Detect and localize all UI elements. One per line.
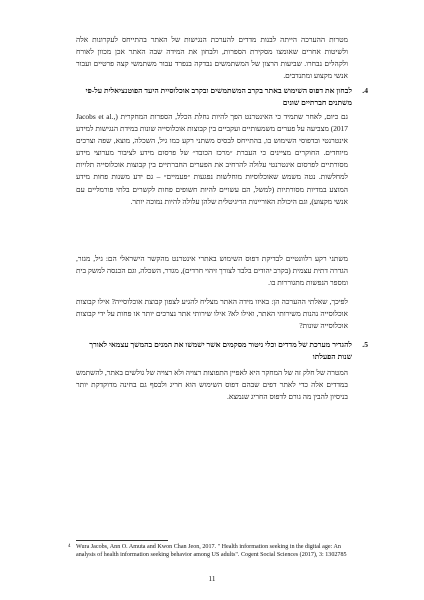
page-number: 11: [208, 575, 216, 583]
section-number-4: .4: [362, 86, 368, 95]
section-heading-4: [76, 85, 368, 109]
paragraph-intro: מטרות ההערכה הייתה לבנות מדדים להערכת הנגישות של האתר בהתייחס לעקרונות אלה ולשיטות אחרים שאומצו מסקירת הספרות, ולבחון את המידה שבה האתר אכן מכוון לאורח ולקהלים נבחרו. שביעות הרצון של המשתמשים נבדקה בנפרד עבור משתמשי קצה פרטיים ועבור אנשי מקצוע ומתנדבים.: [76, 35, 348, 81]
paragraph-background-variables: משתני רקע רלוונטיים לבדיקת דפוס השימוש באתרי אינטרנט מהקשר הישראלי הם: גיל, מגזר, הגדרה דתית עצמית (בקרב יהודים בלבד לצורך זיהוי חרדים), מגדר, השכלה, וגם הכנסה למשק בית ומספר הנפשות מתגוררות בו.: [76, 254, 348, 288]
footnote-separator: [76, 540, 168, 541]
footnote: [68, 544, 352, 559]
footnote-text: Wura Jacobs, Ann O. Amuta and Kwon Chan Jeon, 2017. " Health information seeking in the digital age: An analysis of health information seeking behavior among US adults". Cogent Social Sciences (2017), 3: 1302785: [76, 544, 347, 558]
section-number-5: .5: [362, 340, 368, 349]
paragraph-digital-gaps: גם כיום, לאחר שתמיד כי האינטרנט הפך להיות נחלת הכלל, הספרות המחקרית (Jacobs et al., 2017) מצביעה על פערים משמעותיים ועקביים בין קבוצות אוכלוסייה שונות במידת הנגישות למידע אינטרנטי ובדפוסי השימוש בו, בהתייחס לבסיס משתני רקע כמו גיל, השכלה, מוצא, שפה וצרכים מיוחדים. החוקרים מציינים כי העברת ״מרכז הכובד״ של פרסום מידע לציבור מערוצי מידע מסורתיים לפרסום אינטרנטי עלולה להרחיב את הפערים החברתיים בין קבוצות אוכלוסייה תלויות למחלשות. נטה משמש שאוכלוסיות מוחלשות נפגעות ״פעמיים״ – גם ידע משנות פחות מידע המוצע במדיות מסורתיות (למשל, הם עשויים להיות חשופים פחות לקשרים בלתי פורמליים עם אנשי מקצוע), וגם היכולת האוריינות הדיגיטלית שלהן עלולה להיות נמוכה יותר.: [76, 112, 348, 206]
footnote-marker: 4: [68, 544, 71, 549]
section-title-5: להגדיר מערכת של מדדים וכלי ניטור מסקמים אשר ישמשו את המנים בהמשך עצמאי לאורך שנות הפעלתו: [89, 340, 352, 362]
paragraph-indicators-goal: המטרה של חלק זה של המחקר היא לאפיין התפוצות רצויה ולא רצויה של גולשים באתר, להשתמש במדדים אלה כדי לאתר דפים שבהם דפוס השימוש הוא חריג ולבסף גם בחינה מדוקדקת יותר בניסיון להבין מה גורם לדפוס החריג שנמצא.: [76, 368, 348, 402]
section-heading-5: [76, 339, 368, 363]
paragraph-evaluation-questions: לפיכך, שאלתי ההערכה הן: באיזו מידה האתר מצליח להגיע לצפון קבוצת אוכלוסייה? אילו קבוצות אוכלוסייה נהנות משירותי האתר, ואילו לא? אילו שירותי אתר נצרכים יותר או פחות על ידי קבוצות אוכלוסייה שונות?: [76, 297, 348, 331]
section-title-4: לבחון את דפוס השימוש באתר בקרב המשתמשים ובקרב אוכלוסיית היעד הפוטנציאלית על-פי משתנים חברתיים שונים: [85, 86, 352, 108]
